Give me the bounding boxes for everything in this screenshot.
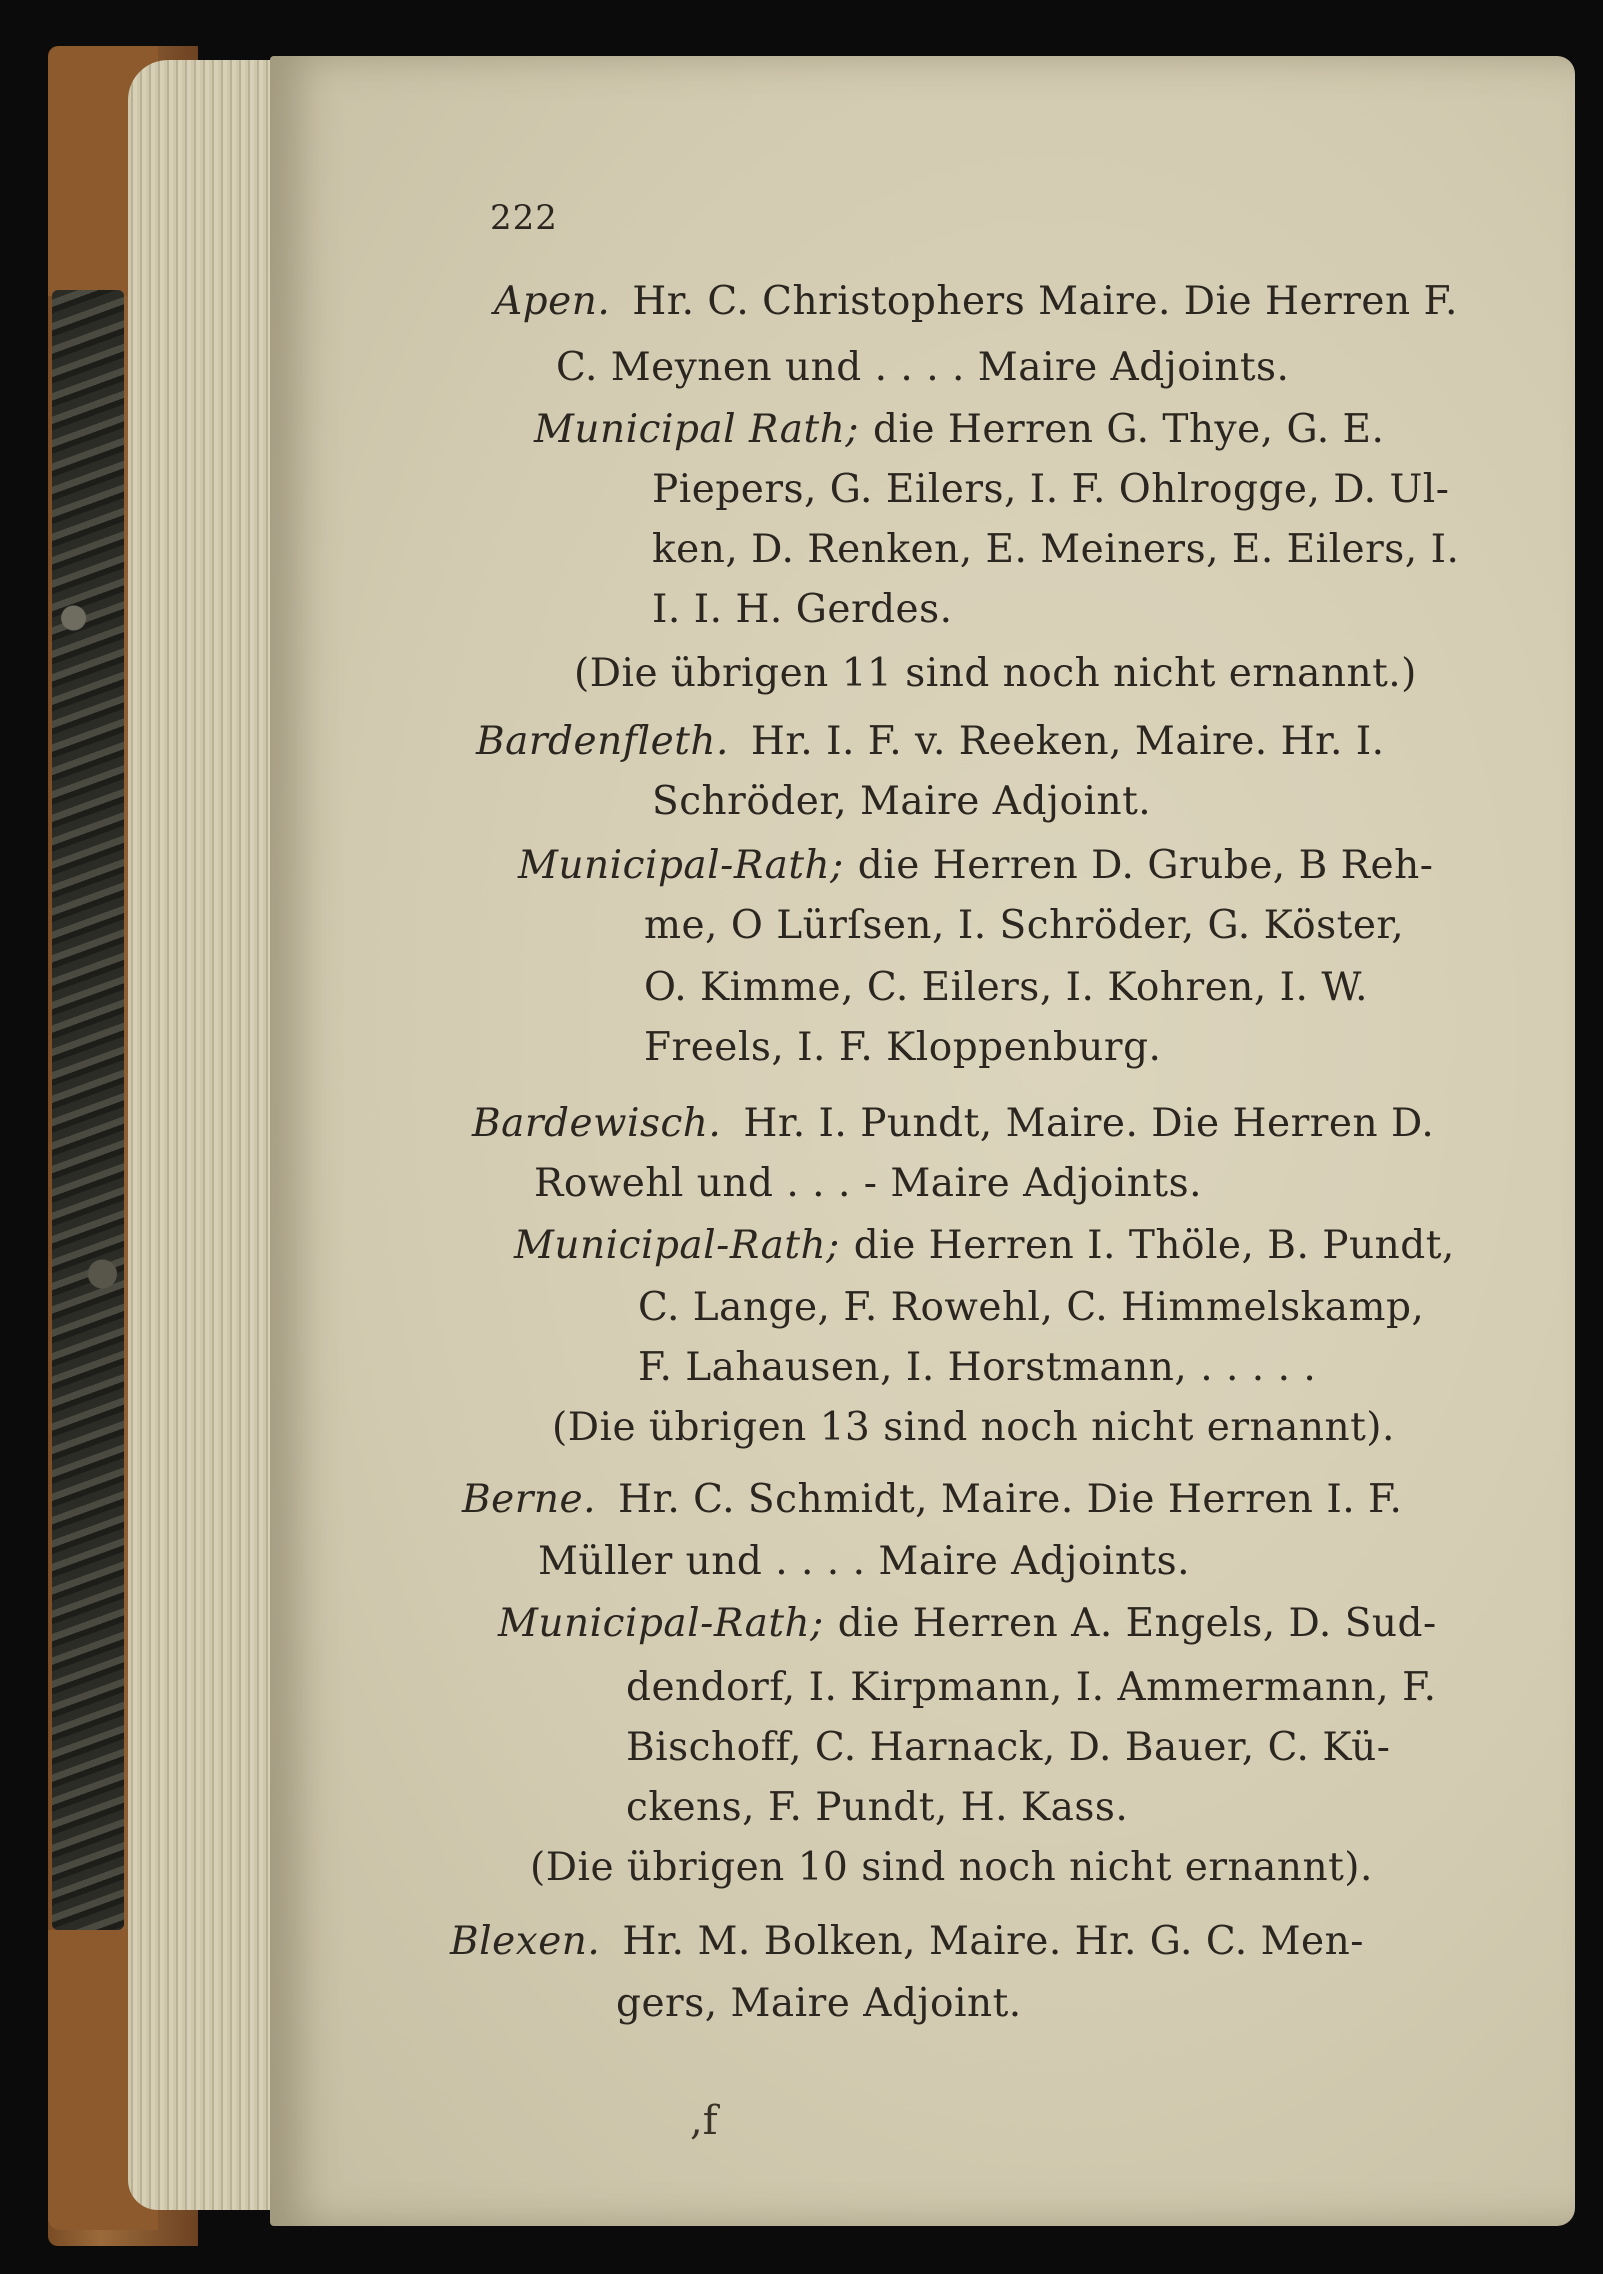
entry-bardenfleth-line-2: Schröder, Maire Adjoint.	[652, 779, 1152, 824]
municipal-label: Municipal-Rath;	[514, 1223, 840, 1268]
entry-berne-line-3: Municipal-Rath; die Herren A. Engels, D. Sud-	[498, 1601, 1437, 1646]
entry-bardewisch-line-3: Municipal-Rath; die Herren I. Thöle, B. Pundt,	[514, 1223, 1455, 1268]
entry-berne-note: (Die übrigen 10 sind noch nicht ernannt).	[530, 1845, 1373, 1890]
entry-blexen-line-2: gers, Maire Adjoint.	[616, 1981, 1022, 2026]
place-name: Berne.	[462, 1477, 596, 1522]
entry-blexen-line-1: Blexen. Hr. M. Bolken, Maire. Hr. G. C. Men-	[450, 1919, 1364, 1964]
entry-bardenfleth-line-1: Bardenfleth. Hr. I. F. v. Reeken, Maire. Hr. I.	[476, 719, 1385, 764]
entry-bardenfleth-line-4: me, O Lürſsen, I. Schröder, G. Köster,	[644, 903, 1405, 948]
entry-berne-line-5: Bischoff, C. Harnack, D. Bauer, C. Kü-	[626, 1725, 1391, 1770]
municipal-label: Municipal-Rath;	[518, 843, 844, 888]
place-name: Bardenfleth.	[476, 719, 729, 764]
entry-apen-line-1: Apen. Hr. C. Christophers Maire. Die Herren F.	[494, 279, 1458, 324]
entry-berne-line-1: Berne. Hr. C. Schmidt, Maire. Die Herren I. F.	[462, 1477, 1403, 1522]
municipal-label: Municipal-Rath;	[498, 1601, 824, 1646]
place-name: Blexen.	[450, 1919, 601, 1964]
entry-bardenfleth-line-3: Municipal-Rath; die Herren D. Grube, B Reh-	[518, 843, 1434, 888]
place-name: Bardewisch.	[472, 1101, 722, 1146]
entry-bardenfleth-line-5: O. Kimme, C. Eilers, I. Kohren, I. W.	[644, 965, 1369, 1010]
entry-bardewisch-line-2: Rowehl und . . . - Maire Adjoints.	[534, 1161, 1203, 1206]
entry-berne-line-4: dendorf, I. Kirpmann, I. Ammermann, F.	[626, 1665, 1437, 1710]
entry-bardewisch-note: (Die übrigen 13 sind noch nicht ernannt).	[552, 1405, 1395, 1450]
entry-apen-line-2: C. Meynen und . . . . Maire Adjoints.	[556, 345, 1290, 390]
entry-bardewisch-line-5: F. Lahausen, I. Horstmann, . . . . .	[638, 1345, 1317, 1390]
entry-apen-line-5: ken, D. Renken, E. Meiners, E. Eilers, I.	[652, 527, 1460, 572]
page-number: 222	[490, 198, 558, 238]
entry-bardewisch-line-1: Bardewisch. Hr. I. Pundt, Maire. Die Herren D.	[472, 1101, 1435, 1146]
entry-bardenfleth-line-6: Freels, I. F. Kloppenburg.	[644, 1025, 1162, 1070]
entry-apen-note: (Die übrigen 11 sind noch nicht ernannt.)	[574, 651, 1417, 696]
entry-berne-line-6: ckens, F. Pundt, H. Kass.	[626, 1785, 1129, 1830]
entry-bardewisch-line-4: C. Lange, F. Rowehl, C. Himmelskamp,	[638, 1285, 1425, 1330]
footer-mark: ,f	[690, 2098, 718, 2144]
place-name: Apen.	[494, 279, 611, 324]
entry-berne-line-2: Müller und . . . . Maire Adjoints.	[538, 1539, 1191, 1584]
entry-apen-line-6: I. I. H. Gerdes.	[652, 587, 953, 632]
entry-apen-line-3: Municipal Rath; die Herren G. Thye, G. E.	[534, 407, 1385, 452]
municipal-label: Municipal Rath;	[534, 407, 859, 452]
entry-apen-line-4: Piepers, G. Eilers, I. F. Ohlrogge, D. Ul-	[652, 467, 1450, 512]
